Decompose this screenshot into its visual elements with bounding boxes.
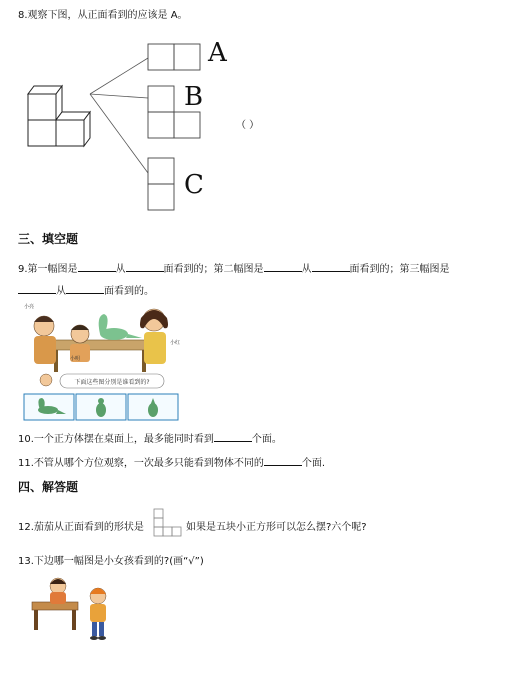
dinosaur-toy — [99, 314, 142, 340]
q10-text-a: 10.一个正方体摆在桌面上，最多能同时看到 — [18, 434, 214, 445]
option-c-shape — [148, 158, 174, 210]
q10-line — [18, 430, 282, 445]
table — [50, 340, 150, 350]
person-xiaoliang — [34, 316, 56, 364]
q9-text-f: 从 — [56, 286, 66, 297]
child-standing — [90, 588, 106, 640]
q9-blank-5[interactable] — [18, 283, 56, 294]
q12-shape — [153, 508, 185, 538]
section-3-heading: 三、填空题 — [18, 232, 79, 246]
person-xiaohong — [140, 309, 168, 364]
q9-text-c: 面看到的；第二幅图是 — [163, 264, 264, 275]
q10-text-b: 个面。 — [251, 434, 282, 445]
q9-line-2 — [18, 282, 154, 297]
q9-blank-4[interactable] — [312, 261, 350, 272]
girl-seated — [50, 578, 66, 604]
option-a-shape — [148, 44, 200, 70]
q11-text-a: 11.不管从哪个方位观察，一次最多只能看到物体不同的 — [18, 458, 264, 469]
q9-text-b: 从 — [115, 264, 126, 275]
q9-blank-6[interactable] — [66, 283, 104, 294]
q11-text-b: 个面. — [301, 458, 326, 469]
q11-line — [18, 454, 325, 469]
label-xiaohong: 小红 — [170, 340, 181, 346]
cube-stack — [28, 86, 90, 146]
q9-text-g: 面看到的。 — [104, 286, 154, 297]
q8-answer-parentheses: （ ） — [236, 120, 260, 131]
q12-text-b: 如果是五块小正方形可以怎么摆?六个呢? — [186, 522, 367, 533]
q11-blank[interactable] — [264, 455, 302, 466]
section-4-heading: 四、解答题 — [18, 480, 79, 494]
label-xiaoming: 小明 — [70, 356, 81, 362]
q9-text-e: 面看到的；第三幅图是 — [349, 264, 450, 275]
q9-blank-1[interactable] — [78, 261, 116, 272]
option-c-label: C — [184, 170, 204, 200]
q9-blank-2[interactable] — [126, 261, 164, 272]
q8-text: 8.观察下图，从正面看到的应该是 A。 — [18, 10, 188, 21]
q12-text-a: 12.茄茄从正面看到的形状是 — [18, 522, 144, 533]
q9-illustration — [20, 302, 182, 422]
label-xiaoliang: 小亮 — [24, 304, 35, 310]
q9-text-a: 9.第一幅图是 — [18, 264, 78, 275]
option-a-label: A — [208, 38, 227, 68]
q9-line-1 — [18, 260, 450, 275]
q13-illustration — [28, 572, 124, 644]
q10-blank[interactable] — [214, 431, 252, 442]
q9-blank-3[interactable] — [264, 261, 302, 272]
option-b-label: B — [184, 82, 204, 112]
q9-text-d: 从 — [301, 264, 312, 275]
q13-text: 13.下边哪一幅图是小女孩看到的?(画“√”) — [18, 556, 204, 567]
speech-bubble-text: 下面这些图分别是谁看到的? — [74, 379, 150, 386]
connector-lines — [90, 58, 148, 173]
